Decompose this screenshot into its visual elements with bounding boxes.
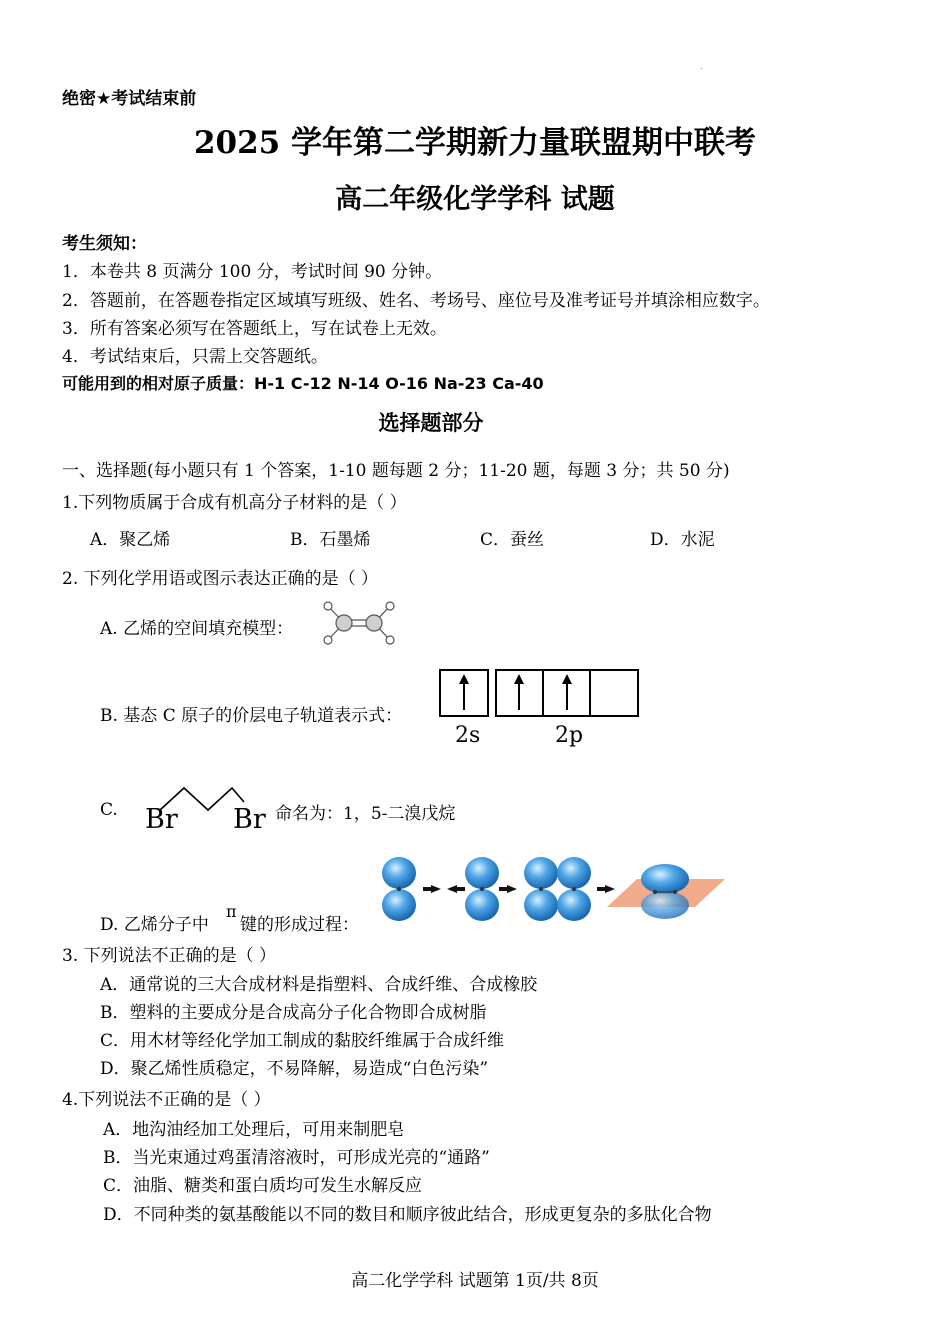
bromine-left-label: Br — [145, 804, 178, 835]
notice-item-4: 4．考试结束后，只需上交答题纸。 — [62, 347, 328, 367]
q3-stem: 3. 下列说法不正确的是（ ） — [62, 946, 277, 966]
atomic-masses: 可能用到的相对原子质量：H-1 C-12 N-14 O-16 Na-23 Ca-40 — [62, 374, 544, 393]
exam-subtitle: 高二年级化学学科 试题 — [335, 184, 615, 215]
q3-option-d: D．聚乙烯性质稳定，不易降解，易造成“白色污染” — [100, 1059, 489, 1079]
q1-option-b: B．石墨烯 — [290, 530, 371, 550]
q4-option-d: D．不同种类的氨基酸能以不同的数目和顺序彼此结合，形成更复杂的多肽化合物 — [103, 1205, 712, 1225]
orbital-label-2p: 2p — [555, 723, 584, 748]
section-title: 选择题部分 — [378, 410, 484, 435]
q2-option-c-prefix: C. — [100, 800, 118, 820]
section-instruction: 一、选择题(每小题只有 1 个答案，1-10 题每题 2 分；11-20 题，每题 3 分；共 50 分) — [62, 461, 730, 481]
q3-option-b: B．塑料的主要成分是合成高分子化合物即合成树脂 — [100, 1003, 487, 1023]
q4-stem: 4.下列说法不正确的是（ ） — [62, 1090, 271, 1110]
q1-option-a: A．聚乙烯 — [90, 530, 171, 550]
notice-heading: 考生须知： — [62, 234, 147, 254]
page-speck: . — [700, 62, 703, 71]
ethylene-space-filling-model-icon — [318, 598, 400, 646]
orbital-label-2s: 2s — [455, 723, 481, 748]
q2-option-b: B. 基态 C 原子的价层电子轨道表示式： — [100, 706, 403, 726]
q2-option-a: A. 乙烯的空间填充模型： — [100, 619, 294, 639]
notice-item-3: 3．所有答案必须写在答题纸上，写在试卷上无效。 — [62, 319, 447, 339]
pi-symbol: π — [226, 902, 237, 921]
pi-bond-formation-diagram-icon — [375, 855, 730, 925]
q2-stem: 2. 下列化学用语或图示表达正确的是（ ） — [62, 569, 379, 589]
bromine-right-label: Br — [233, 804, 266, 835]
notice-item-1: 1．本卷共 8 页满分 100 分，考试时间 90 分钟。 — [62, 262, 443, 282]
orbital-box-diagram-icon — [438, 668, 642, 720]
q1-stem: 1.下列物质属于合成有机高分子材料的是（ ） — [62, 493, 407, 513]
q3-option-c: C．用木材等经化学加工制成的黏胶纤维属于合成纤维 — [100, 1031, 505, 1051]
q2-option-d-prefix: D. 乙烯分子中 — [100, 915, 209, 935]
notice-item-2: 2．答题前，在答题卷指定区域填写班级、姓名、考场号、座位号及准考证号并填涂相应数字。 — [62, 291, 770, 311]
q4-option-a: A．地沟油经加工处理后，可用来制肥皂 — [103, 1120, 405, 1140]
q1-option-d: D．水泥 — [650, 530, 715, 550]
q2-option-c-text: 命名为：1，5-二溴戊烷 — [275, 804, 456, 824]
exam-title: 2025 学年第二学期新力量联盟期中联考 — [193, 125, 757, 161]
confidential-label: 绝密★考试结束前 — [62, 89, 197, 109]
q3-option-a: A．通常说的三大合成材料是指塑料、合成纤维、合成橡胶 — [100, 975, 538, 995]
page-footer: 高二化学学科 试题第 1页/共 8页 — [351, 1271, 599, 1291]
q1-option-c: C．蚕丝 — [480, 530, 545, 550]
q4-option-b: B．当光束通过鸡蛋清溶液时，可形成光亮的“通路” — [103, 1148, 490, 1168]
q2-option-d-suffix: 键的形成过程： — [240, 915, 359, 935]
q4-option-c: C．油脂、糖类和蛋白质均可发生水解反应 — [103, 1176, 423, 1196]
